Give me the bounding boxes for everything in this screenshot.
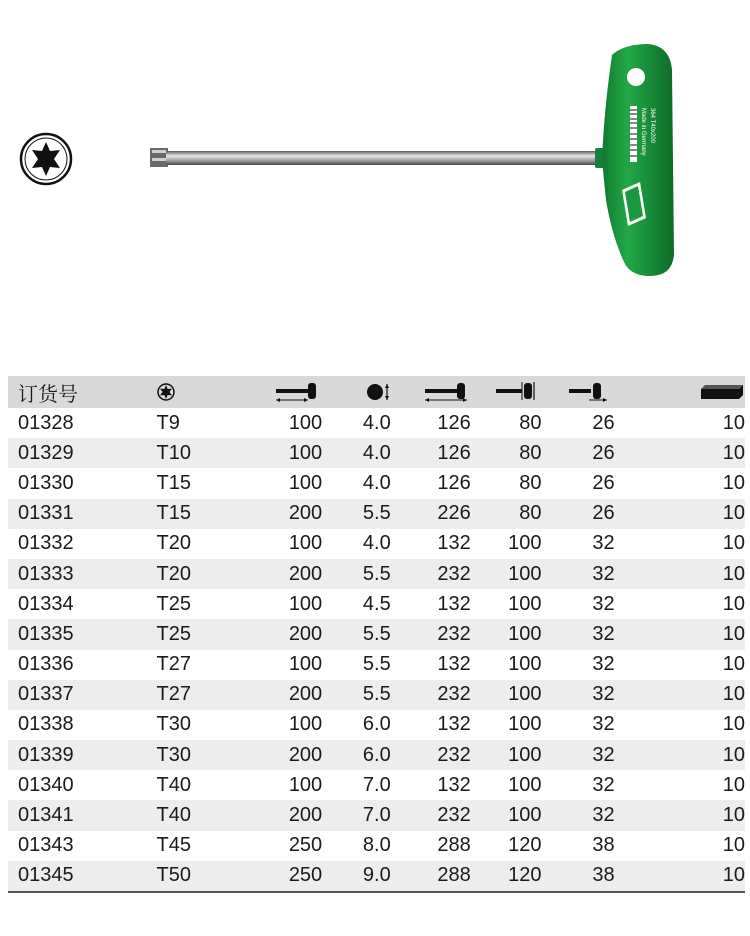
table-row (8, 740, 745, 770)
blade-length-cell: 250 (271, 861, 322, 892)
table-row (8, 438, 745, 468)
total-length-icon (423, 380, 471, 402)
handle-width-cell: 32 (592, 804, 615, 827)
tip-size-cell: T40 (156, 804, 191, 827)
header-pack-quantity (615, 376, 745, 408)
table-row (8, 559, 745, 589)
order-number-cell: 01341 (18, 804, 74, 827)
handle-width-cell: 26 (592, 502, 615, 525)
blade-length-cell: 100 (288, 411, 323, 434)
handle-width-cell: 32 (592, 622, 615, 645)
pack-quantity-cell: 10 (615, 861, 745, 892)
screwdriver-shaft (150, 148, 605, 168)
blade-length-cell: 200 (288, 562, 323, 585)
header-handle-width (542, 376, 615, 408)
order-number-cell: 01335 (18, 622, 74, 645)
order-number-cell: 01331 (18, 502, 74, 525)
blade-length-cell: 200 (288, 683, 323, 706)
blade-length-cell: 100 (288, 532, 323, 555)
pack-quantity-cell: 10 (722, 743, 745, 766)
tip-size-cell: T25 (156, 592, 191, 615)
order-number-cell: 01339 (18, 743, 74, 766)
handle-length-cell: 100 (508, 743, 542, 766)
order-number-cell: 01343 (18, 834, 74, 857)
total-length-cell: 232 (437, 743, 471, 766)
torx-profile-icon (157, 381, 175, 403)
blade-diameter-cell: 4.0 (362, 411, 391, 434)
order-number-cell: 01338 (18, 713, 74, 736)
table-row (8, 710, 745, 740)
tip-size-cell: T9 (156, 411, 180, 434)
order-number-cell: 01332 (18, 532, 74, 555)
table-row (8, 589, 745, 619)
product-image (0, 0, 750, 350)
header-blade-length (271, 376, 322, 408)
handle-width-cell: 32 (592, 773, 615, 796)
pack-quantity-icon (699, 381, 745, 403)
pack-quantity-cell: 10 (722, 622, 745, 645)
table-row (8, 650, 745, 680)
order-number-cell: 01337 (18, 683, 74, 706)
blade-length-cell: 100 (288, 471, 323, 494)
handle-width-cell: 32 (592, 562, 615, 585)
table-header-row (8, 376, 745, 408)
order-number-cell: 01345 (8, 861, 157, 892)
torx-profile-icon (21, 134, 71, 184)
handle-width-cell: 32 (592, 653, 615, 676)
total-length-cell: 132 (437, 653, 471, 676)
pack-quantity-cell: 10 (722, 471, 745, 494)
total-length-cell: 126 (437, 441, 471, 464)
handle-length-cell: 80 (519, 411, 542, 434)
pack-quantity-cell: 10 (722, 502, 745, 525)
header-blade-diameter (322, 376, 391, 408)
total-length-cell: 288 (391, 861, 471, 892)
handle-length-cell: 100 (508, 773, 542, 796)
header-order-number: 订货号 (18, 383, 78, 406)
blade-length-cell: 250 (288, 834, 323, 857)
handle-width-cell: 32 (592, 743, 615, 766)
blade-length-cell: 100 (288, 773, 323, 796)
total-length-cell: 232 (437, 562, 471, 585)
handle-length-cell: 120 (471, 861, 542, 892)
handle-length-icon (494, 380, 542, 402)
blade-length-cell: 100 (288, 713, 323, 736)
pack-quantity-cell: 10 (722, 653, 745, 676)
blade-diameter-cell: 7.0 (362, 773, 391, 796)
total-length-cell: 232 (437, 804, 471, 827)
handle-width-icon (567, 380, 615, 402)
total-length-cell: 126 (437, 411, 471, 434)
handle-model-text: 364 T40x200 (649, 108, 655, 143)
table-row (8, 408, 745, 438)
table-row (8, 800, 745, 830)
pack-quantity-cell: 10 (722, 773, 745, 796)
total-length-cell: 126 (437, 471, 471, 494)
blade-length-cell: 200 (288, 622, 323, 645)
handle-width-cell: 38 (592, 834, 615, 857)
total-length-cell: 232 (437, 622, 471, 645)
table-row (8, 770, 745, 800)
tip-size-cell: T27 (156, 653, 191, 676)
handle-origin-text: Made in Germany (640, 108, 646, 156)
table-body (8, 408, 745, 892)
screwdriver-handle (602, 44, 674, 276)
pack-quantity-cell: 10 (722, 562, 745, 585)
blade-diameter-cell: 5.5 (362, 622, 391, 645)
blade-length-cell: 100 (288, 653, 323, 676)
blade-diameter-cell: 4.0 (362, 532, 391, 555)
table-row (8, 680, 745, 710)
blade-diameter-cell: 9.0 (322, 861, 391, 892)
order-number-cell: 01336 (18, 653, 74, 676)
handle-length-cell: 100 (508, 562, 542, 585)
handle-length-cell: 80 (519, 441, 542, 464)
tip-size-cell: T20 (156, 532, 191, 555)
order-number-cell: 01330 (18, 471, 74, 494)
blade-length-cell: 100 (288, 592, 323, 615)
tip-size-cell: T45 (156, 834, 191, 857)
order-number-cell: 01333 (18, 562, 74, 585)
table-row (8, 619, 745, 649)
blade-diameter-icon (365, 381, 391, 403)
handle-width-cell: 32 (592, 592, 615, 615)
table-row (8, 529, 745, 559)
total-length-cell: 288 (437, 834, 471, 857)
order-number-cell: 01340 (18, 773, 74, 796)
order-number-cell: 01329 (18, 441, 74, 464)
blade-length-cell: 200 (288, 743, 323, 766)
handle-length-cell: 100 (508, 532, 542, 555)
tip-size-cell: T10 (156, 441, 191, 464)
tip-size-cell: T50 (157, 861, 271, 892)
blade-diameter-cell: 5.5 (362, 502, 391, 525)
tip-size-cell: T25 (156, 622, 191, 645)
handle-length-cell: 80 (519, 471, 542, 494)
order-number-cell: 01334 (18, 592, 74, 615)
table-row (8, 861, 745, 892)
total-length-cell: 132 (437, 592, 471, 615)
blade-length-cell: 200 (288, 502, 323, 525)
tip-size-cell: T15 (156, 502, 191, 525)
tip-size-cell: T20 (156, 562, 191, 585)
handle-length-cell: 80 (519, 502, 542, 525)
total-length-cell: 232 (437, 683, 471, 706)
pack-quantity-cell: 10 (722, 411, 745, 434)
spec-table (8, 376, 745, 893)
table-row (8, 831, 745, 861)
handle-width-cell: 32 (592, 683, 615, 706)
pack-quantity-cell: 10 (722, 532, 745, 555)
tip-size-cell: T40 (156, 773, 191, 796)
handle-width-cell: 32 (592, 713, 615, 736)
handle-length-cell: 100 (508, 804, 542, 827)
pack-quantity-cell: 10 (722, 713, 745, 736)
blade-length-icon (274, 380, 322, 402)
blade-diameter-cell: 4.5 (362, 592, 391, 615)
handle-length-cell: 100 (508, 653, 542, 676)
handle-width-cell: 26 (592, 441, 615, 464)
tip-size-cell: T30 (156, 743, 191, 766)
handle-length-cell: 100 (508, 592, 542, 615)
handle-length-cell: 100 (508, 713, 542, 736)
pack-quantity-cell: 10 (722, 683, 745, 706)
header-tip-size (157, 376, 271, 408)
total-length-cell: 132 (437, 773, 471, 796)
table-row (8, 499, 745, 529)
total-length-cell: 226 (437, 502, 471, 525)
handle-length-cell: 100 (508, 683, 542, 706)
header-handle-length (471, 376, 542, 408)
total-length-cell: 132 (437, 532, 471, 555)
pack-quantity-cell: 10 (722, 804, 745, 827)
blade-diameter-cell: 7.0 (362, 804, 391, 827)
tip-size-cell: T15 (156, 471, 191, 494)
pack-quantity-cell: 10 (722, 834, 745, 857)
blade-diameter-cell: 4.0 (362, 441, 391, 464)
total-length-cell: 132 (437, 713, 471, 736)
header-total-length (391, 376, 471, 408)
pack-quantity-cell: 10 (722, 592, 745, 615)
handle-width-cell: 32 (592, 532, 615, 555)
blade-diameter-cell: 5.5 (362, 653, 391, 676)
blade-diameter-cell: 4.0 (362, 471, 391, 494)
blade-length-cell: 100 (288, 441, 323, 464)
tip-size-cell: T30 (156, 713, 191, 736)
tip-size-cell: T27 (156, 683, 191, 706)
blade-diameter-cell: 6.0 (362, 713, 391, 736)
blade-diameter-cell: 8.0 (362, 834, 391, 857)
table-row (8, 468, 745, 498)
handle-length-cell: 120 (508, 834, 542, 857)
blade-diameter-cell: 5.5 (362, 562, 391, 585)
order-number-cell: 01328 (18, 411, 74, 434)
blade-diameter-cell: 6.0 (362, 743, 391, 766)
blade-diameter-cell: 5.5 (362, 683, 391, 706)
handle-width-cell: 38 (542, 861, 615, 892)
blade-length-cell: 200 (288, 804, 323, 827)
pack-quantity-cell: 10 (722, 441, 745, 464)
handle-width-cell: 26 (592, 471, 615, 494)
handle-width-cell: 26 (592, 411, 615, 434)
handle-length-cell: 100 (508, 622, 542, 645)
